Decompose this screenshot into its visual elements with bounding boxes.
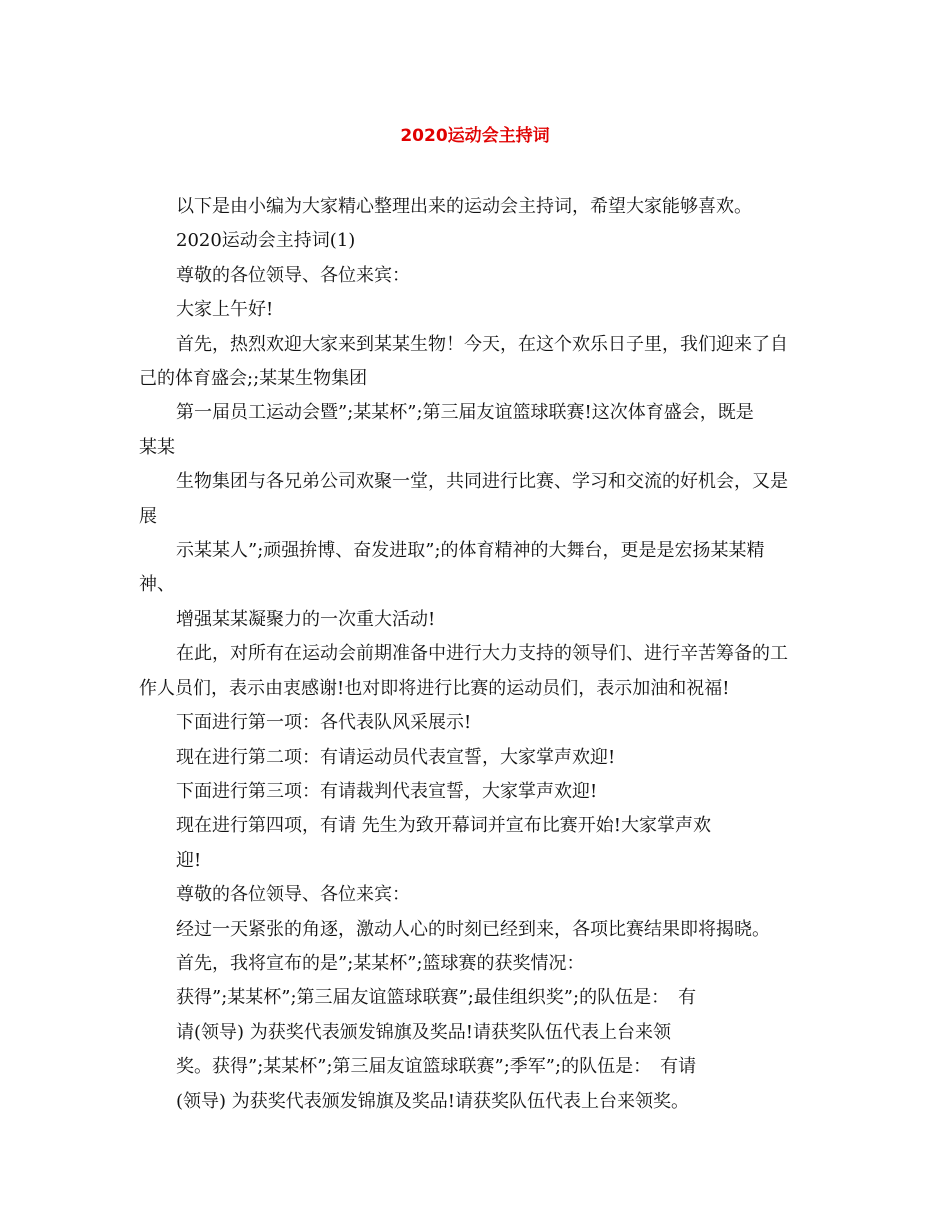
paragraph-line: 展 (139, 505, 157, 527)
paragraph-line: 在此，对所有在运动会前期准备中进行大力支持的领导们、进行辛苦筹备的工 (176, 643, 788, 665)
paragraph-line: 尊敬的各位领导、各位来宾： (176, 264, 410, 286)
paragraph-line: 现在进行第四项，有请 先生为致开幕词并宣布比赛开始!大家掌声欢 (176, 815, 711, 837)
paragraph-line: 下面进行第三项：有请裁判代表宣誓，大家掌声欢迎! (176, 780, 598, 802)
paragraph-line: 大家上午好! (176, 299, 274, 321)
paragraph-line: 经过一天紧张的角逐，激动人心的时刻已经到来，各项比赛结果即将揭晓。 (176, 918, 770, 940)
paragraph-line: 请(领导) 为获奖代表颁发锦旗及奖品!请获奖队伍代表上台来领 (176, 1021, 671, 1043)
paragraph-line: 生物集团与各兄弟公司欢聚一堂，共同进行比赛、学习和交流的好机会，又是 (176, 471, 788, 493)
paragraph-line: 第一届员工运动会暨”;某某杯”;第三届友谊篮球联赛!这次体育盛会，既是 (176, 402, 754, 424)
document-title: 2020运动会主持词 (400, 126, 550, 146)
paragraph-line: (领导) 为获奖代表颁发锦旗及奖品!请获奖队伍代表上台来领奖。 (176, 1090, 689, 1112)
paragraph-line: 首先，热烈欢迎大家来到某某生物！今天，在这个欢乐日子里，我们迎来了自 (176, 333, 788, 355)
paragraph-line: 作人员们，表示由衷感谢!也对即将进行比赛的运动员们，表示加油和祝福! (139, 677, 730, 699)
paragraph-line: 尊敬的各位领导、各位来宾： (176, 884, 410, 906)
paragraph-line: 以下是由小编为大家精心整理出来的运动会主持词，希望大家能够喜欢。 (176, 196, 752, 217)
paragraph-line: 获得”;某某杯”;第三届友谊篮球联赛”;最佳组织奖”;的队伍是： 有 (176, 987, 697, 1009)
paragraph-line: 奖。获得”;某某杯”;第三届友谊篮球联赛”;季军”;的队伍是： 有请 (176, 1056, 697, 1078)
paragraph-line: 首先，我将宣布的是”;某某杯”;篮球赛的获奖情况： (176, 952, 585, 974)
paragraph-line: 增强某某凝聚力的一次重大活动! (176, 608, 436, 630)
paragraph-line: 迎! (176, 849, 202, 871)
document-body (139, 190, 829, 1119)
paragraph-line: 2020运动会主持词(1) (176, 230, 356, 252)
paragraph-line: 现在进行第二项：有请运动员代表宣誓，大家掌声欢迎! (176, 746, 616, 768)
paragraph-line: 神、 (139, 574, 175, 596)
paragraph-line: 某某 (139, 436, 175, 458)
paragraph-line: 下面进行第一项：各代表队风采展示! (176, 712, 472, 734)
paragraph-line: 己的体育盛会;;某某生物集团 (139, 368, 368, 390)
paragraph-line: 示某某人”;顽强拚博、奋发进取”;的体育精神的大舞台，更是是宏扬某某精 (176, 540, 765, 562)
